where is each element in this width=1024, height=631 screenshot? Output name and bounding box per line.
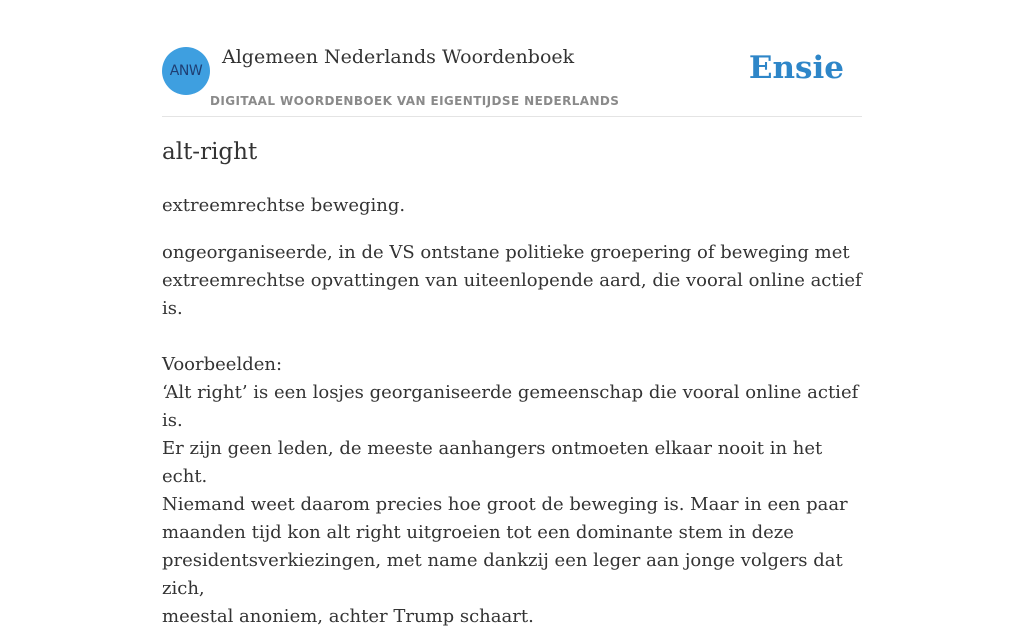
example-line: ‘Alt right’ is een losjes georganiseerde gemeenschap die vooral online actief is. <box>162 382 859 431</box>
entry-body <box>162 239 862 631</box>
site-header <box>162 0 862 117</box>
site-subtitle: DIGITAAL WOORDENBOEK VAN EIGENTIJDSE NEDERLANDS <box>210 94 620 108</box>
example-line: maanden tijd kon alt right uitgroeien tot een dominante stem in deze <box>162 522 794 543</box>
ensie-brand-logo[interactable]: Ensie <box>748 50 844 86</box>
definition-line: extreemrechtse opvattingen van uiteenlopende aard, die vooral online actief is. <box>162 270 862 319</box>
examples-label: Voorbeelden: <box>162 354 283 375</box>
entry-headword: alt-right <box>162 139 258 165</box>
example-line: Niemand weet daarom precies hoe groot de beweging is. Maar in een paar <box>162 494 848 515</box>
example-line: Er zijn geen leden, de meeste aanhangers ontmoeten elkaar nooit in het echt. <box>162 438 823 487</box>
site-title[interactable]: Algemeen Nederlands Woordenboek <box>222 46 575 68</box>
anw-logo-text: ANW <box>169 63 203 79</box>
definition-line: ongeorganiseerde, in de VS ontstane politieke groepering of beweging met <box>162 242 850 263</box>
short-definition: extreemrechtse beweging. <box>162 195 406 216</box>
example-line: meestal anoniem, achter Trump schaart. <box>162 606 534 627</box>
page-container <box>162 0 862 627</box>
anw-logo[interactable] <box>162 47 210 95</box>
example-line: presidentsverkiezingen, met name dankzij een leger aan jonge volgers dat zich, <box>162 550 843 599</box>
